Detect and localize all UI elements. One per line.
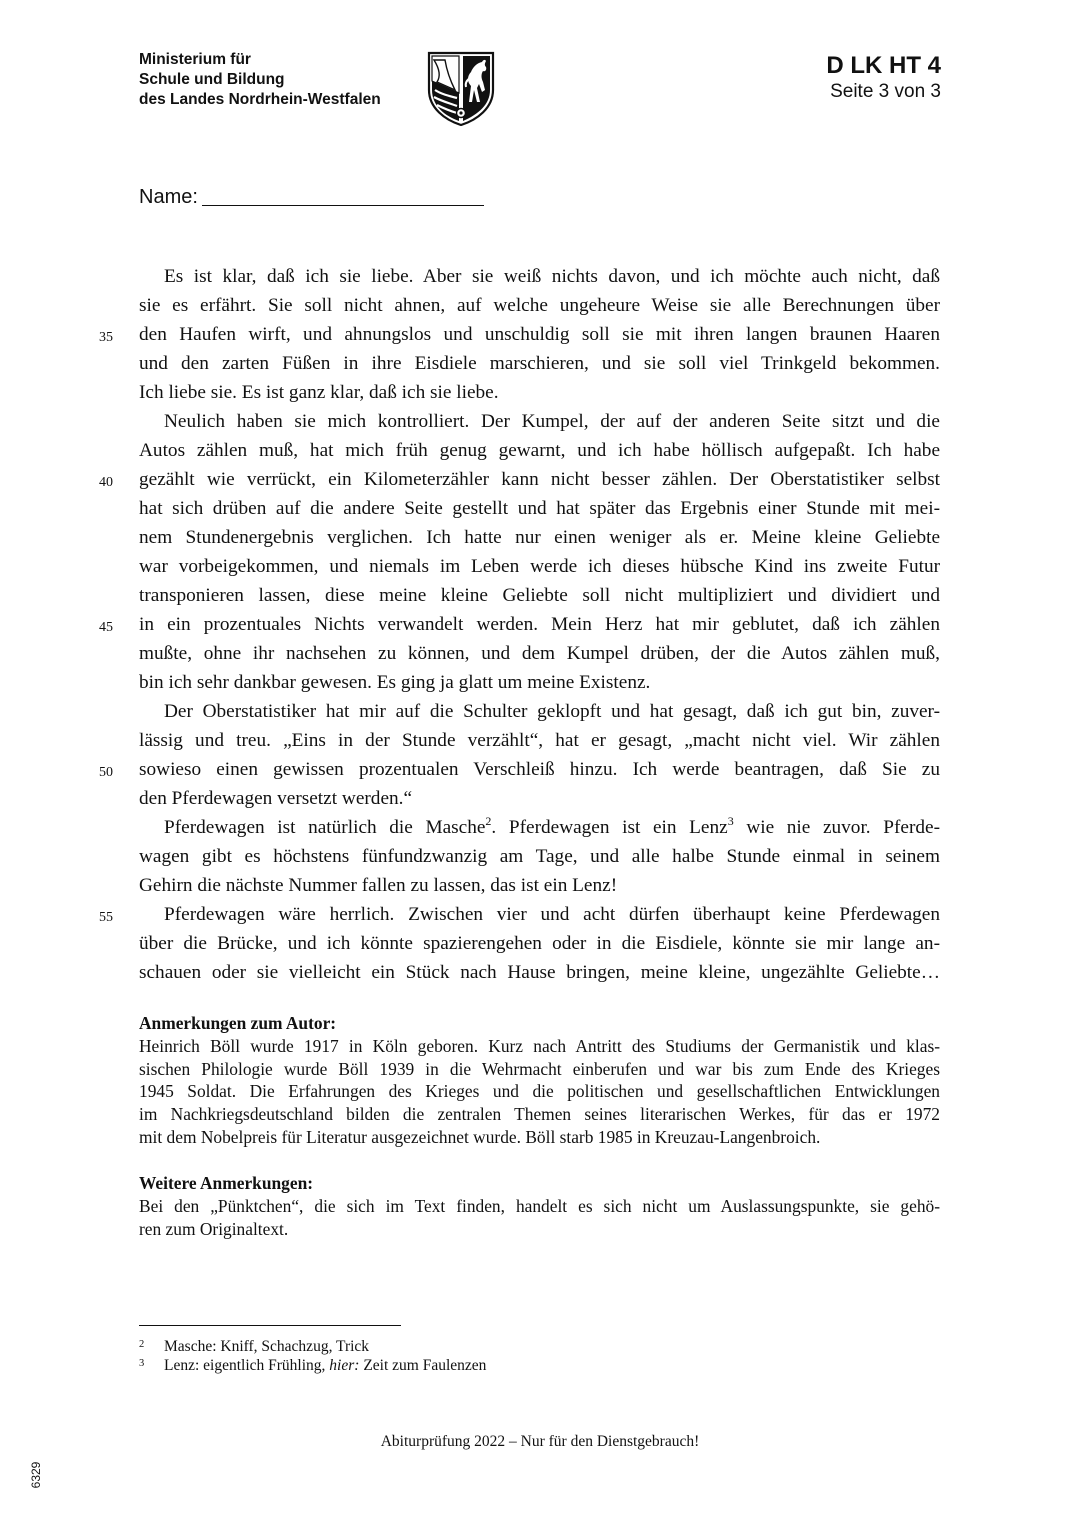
line-number: 35 [99, 330, 113, 345]
text-line: schauen oder sie vielleicht ein Stück nach Hause bringen, meine kleine, ungezählte Geliebte… [139, 962, 940, 983]
text-line: Pferdewagen wäre herrlich. Zwischen vier und acht dürfen überhaupt keine Pferdewagen [164, 904, 940, 925]
text-line: über die Brücke, und ich könnte spazierengehen oder in die Eisdiele, könnte sie mir lange an- [139, 933, 940, 954]
text-line: den Haufen wirft, und ahnungslos und unschuldig soll sie mit ihren langen braunen Haaren [139, 324, 940, 345]
name-label: Name: [139, 186, 198, 208]
footnote-number: 2 [139, 1339, 145, 1350]
text-segment: Pferdewagen ist natürlich die Masche [164, 817, 486, 838]
text-line: gezählt wie verrückt, ein Kilometerzähler kann nicht besser zählen. Der Oberstatistiker selbst [139, 469, 940, 490]
text-line: war vorbeigekommen, und niemals im Leben werde ich dieses hübsche Kind ins zweite Futur [139, 556, 940, 577]
text-line: sowieso einen gewissen prozentualen Verschleiß hinzu. Ich werde beantragen, daß Sie zu [139, 759, 940, 780]
ministry-line: Ministerium für [139, 51, 251, 68]
text-line: in ein prozentuales Nichts verwandelt werden. Mein Herz hat mir geblutet, daß ich zählen [139, 614, 940, 635]
text-line: bin ich sehr dankbar gewesen. Es ging ja glatt um meine Existenz. [139, 672, 651, 693]
nrw-coat-of-arms-icon [425, 50, 497, 126]
note-line: Bei den „Pünktchen“, die sich im Text finden, handelt es sich nicht um Auslassungspunkte, sie gehö- [139, 1195, 940, 1216]
ministry-line: des Landes Nordrhein-Westfalen [139, 91, 381, 108]
text-line: transponieren lassen, diese meine kleine Geliebte soll nicht multipliziert und dividiert und [139, 585, 940, 606]
author-notes-heading: Anmerkungen zum Autor: [139, 1013, 337, 1033]
text-line: sie es erfährt. Sie soll nicht ahnen, auf welche ungeheure Weise sie alle Berechnungen über [139, 295, 940, 316]
text-line: Autos zählen muß, hat mich früh genug gewarnt, und ich habe höllisch aufgepaßt. Ich habe [139, 440, 940, 461]
further-notes [139, 1172, 940, 1240]
footnote-number: 3 [139, 1358, 145, 1369]
text-line: Gehirn die nächste Nummer fallen zu lassen, das ist ein Lenz! [139, 875, 618, 896]
footnote-ref: 3 [727, 813, 734, 828]
author-notes [139, 1012, 940, 1149]
text-line: hat sich drüben auf die andere Seite gestellt und hat später das Ergebnis einer Stunde mit mei- [139, 498, 940, 519]
line-number: 55 [99, 910, 113, 925]
further-notes-heading: Weitere Anmerkungen: [139, 1173, 314, 1193]
exam-code: D LK HT 4 [826, 52, 941, 79]
text-line: wagen gibt es höchstens fünfundzwanzig am Tage, und alle halbe Stunde einmal in seinem [139, 846, 940, 867]
text-line: lässig und treu. „Eins in der Stunde verzählt“, hat er gesagt, „macht nicht viel. Wir zählen [139, 730, 940, 751]
exam-code-block [826, 52, 941, 104]
literary-text [139, 262, 940, 987]
footnote-emphasis: hier: [329, 1357, 360, 1374]
text-line [139, 813, 940, 842]
footnote [139, 1335, 369, 1356]
footnote-divider [139, 1325, 401, 1326]
text-line: Der Oberstatistiker hat mir auf die Schulter geklopft und hat gesagt, daß ich gut bin, zuver- [164, 701, 940, 722]
text-line: mußte, ohne ihr nachsehen zu können, und dem Kumpel drüben, der die Autos zählen muß, [139, 643, 940, 664]
footnote-text: Masche: Kniff, Schachzug, Trick [164, 1338, 370, 1355]
footnote-ref: 2 [485, 813, 492, 828]
text-segment: . Pferdewagen ist ein Lenz [491, 817, 728, 838]
line-number: 50 [99, 765, 113, 780]
note-line: im Nachkriegsdeutschland bilden die zentralen Themen seines literarischen Werkes, für das er 1972 [139, 1104, 940, 1125]
text-line: Ich liebe sie. Es ist ganz klar, daß ich sie liebe. [139, 382, 499, 403]
footnote-text: Lenz: eigentlich Frühling, [164, 1357, 330, 1374]
footnote [139, 1354, 486, 1375]
line-number: 40 [99, 475, 113, 490]
footnote-text: Zeit zum Faulenzen [359, 1357, 487, 1374]
line-number: 45 [99, 620, 113, 635]
name-blank-line[interactable] [202, 185, 484, 206]
page-indicator: Seite 3 von 3 [830, 81, 941, 102]
side-code: 6329 [29, 1461, 43, 1489]
text-line: Es ist klar, daß ich sie liebe. Aber sie weiß nichts davon, und ich möchte auch nicht, daß [164, 266, 940, 287]
text-line: und den zarten Füßen in ihre Eisdiele marschieren, und sie soll viel Trinkgeld bekommen. [139, 353, 940, 374]
ministry-name [139, 50, 381, 110]
text-line: nem Stundenergebnis verglichen. Ich hatte nur einen weniger als er. Meine kleine Geliebte [139, 527, 940, 548]
text-line: den Pferdewagen versetzt werden.“ [139, 788, 413, 809]
note-line: ren zum Originaltext. [139, 1218, 289, 1239]
note-line: mit dem Nobelpreis für Literatur ausgezeichnet wurde. Böll starb 1985 in Kreuzau-Langenbroich. [139, 1126, 821, 1147]
page-footer: Abiturprüfung 2022 – Nur für den Dienstgebrauch! [380, 1433, 700, 1450]
ministry-line: Schule und Bildung [139, 71, 285, 88]
note-line: Heinrich Böll wurde 1917 in Köln geboren. Kurz nach Antritt des Studiums der Germanistik und klas- [139, 1035, 940, 1056]
text-line: Neulich haben sie mich kontrolliert. Der Kumpel, der auf der anderen Seite sitzt und die [164, 411, 940, 432]
note-line: sischen Philologie wurde Böll 1939 in die Wehrmacht einberufen und war bis zum Ende des Krieges [139, 1058, 940, 1079]
text-segment: wie nie zuvor. Pferde- [733, 817, 940, 838]
note-line: 1945 Soldat. Die Erfahrungen des Krieges und die politischen und gesellschaftlichen Entwicklungen [139, 1081, 940, 1102]
name-field [139, 184, 484, 210]
